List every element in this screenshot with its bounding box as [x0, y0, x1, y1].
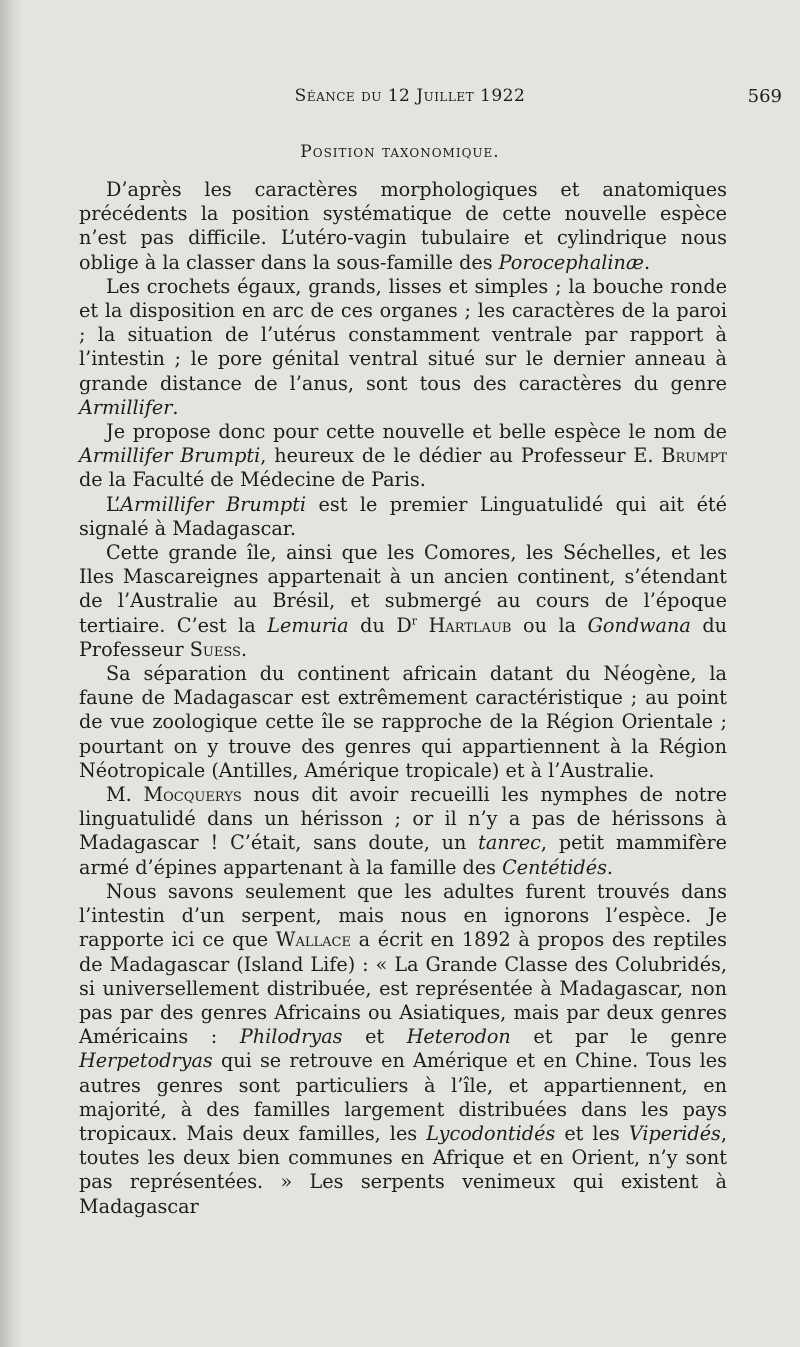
family-name: Centétidés	[502, 855, 607, 879]
place-name: Lemuria	[267, 613, 349, 637]
paragraph-5: Cette grande île, ainsi que les Comores, les Séchelles, et les Iles Mascareignes appartenait à un ancien continent, s’étendant de l’Australie au Brésil, et submergé au cours de l’époque tertiaire. C’est la Lemuria du $D^r$ Hartlaub ou la Gondwana du Professeur Suess.	[79, 541, 727, 661]
paragraph-6: Sa séparation du continent africain datant du Néogène, la faune de Madagascar est extrêmement caractéristique ; au point de vue zoologique cette île se rapproche de la Région Orientale ; pourtant on y trouve des genres qui appartiennent à la Région Néotropicale (Antilles, Amérique tropicale) et à l’Australie.	[79, 662, 727, 782]
body-text	[79, 178, 727, 1219]
paragraph-4: L’Armillifer Brumpti est le premier Linguatulidé qui ait été signalé à Madagascar.	[79, 492, 727, 540]
page-number: 569	[747, 86, 782, 107]
paragraph-3: Je propose donc pour cette nouvelle et belle espèce le nom de Armillifer Brumpti, heureux de le dédier au Professeur E. Brumpt de la Faculté de Médecine de Paris.	[79, 420, 727, 492]
genus-name: Armillifer	[79, 395, 173, 419]
place-name: Gondwana	[587, 613, 691, 637]
family-name: Lycodontidés	[426, 1121, 556, 1145]
running-title: Séance du 12 Juillet 1922	[294, 86, 526, 106]
running-header	[0, 86, 800, 110]
author-name: Wallace	[275, 928, 351, 952]
genus-name: Philodryas	[239, 1025, 343, 1049]
species-name: Armillifer Brumpti	[120, 492, 307, 516]
author-name: Mocquerys	[143, 783, 242, 807]
paragraph-2: Les crochets égaux, grands, lisses et simples ; la bouche ronde et la disposition en arc de ces organes ; les caractères de la paroi ; la situation de l’utérus constamment ventrale par rapport à l’intestin ; le pore génital ventral situé sur le dernier anneau à grande distance de l’anus, sont tous des caractères du genre Armillifer.	[79, 274, 727, 419]
section-title: Position taxonomique.	[300, 142, 500, 162]
author-name: Suess	[189, 637, 241, 661]
family-name: Viperidés	[628, 1121, 721, 1145]
genus-name: Herpetodryas	[79, 1049, 213, 1073]
paragraph-7: M. Mocquerys nous dit avoir recueilli les nymphes de notre linguatulidé dans un hérisson ; or il n’y a pas de hérissons à Madagascar ! C’était, sans doute, un tanrec, petit mammifère armé d’épines appartenant à la famille des Centétidés.	[79, 783, 727, 879]
paragraph-8: Nous savons seulement que les adultes furent trouvés dans l’intestin d’un serpent, mais nous en ignorons l’espèce. Je rapporte ici ce que Wallace a écrit en 1892 à propos des reptiles de Madagascar (Island Life) : « La Grande Classe des Colubridés, si universellement distribuée, est représentée à Madagascar, non pas par des genres Africains ou Asiatiques, mais par deux genres Américains : Philodryas et Heterodon et par le genre Herpetodryas qui se retrouve en Amérique et en Chine. Tous les autres genres sont particuliers à l’île, et appartiennent, en majorité, à des familles largement distribuées dans les pays tropicaux. Mais deux familles, les Lycodontidés et les Viperidés, toutes les deux bien communes en Afrique et en Orient, n’y sont pas représentées. » Les serpents venimeux qui existent à Madagascar	[79, 879, 728, 1218]
author-name: Brumpt	[661, 444, 727, 468]
page-edge-shadow	[0, 0, 22, 1347]
author-name: Hartlaub	[428, 613, 512, 637]
animal-name: tanrec	[478, 831, 541, 855]
paragraph-1: D’après les caractères morphologiques et anatomiques précédents la position systématique de cette nouvelle espèce n’est pas difficile. L’utéro-vagin tubulaire et cylindrique nous oblige à la classer dans la sous-famille des Porocephalinæ.	[79, 178, 727, 274]
genus-name: Heterodon	[406, 1025, 511, 1049]
taxon-name: Porocephalinæ	[498, 250, 644, 274]
species-name: Armillifer Brumpti	[79, 444, 261, 468]
